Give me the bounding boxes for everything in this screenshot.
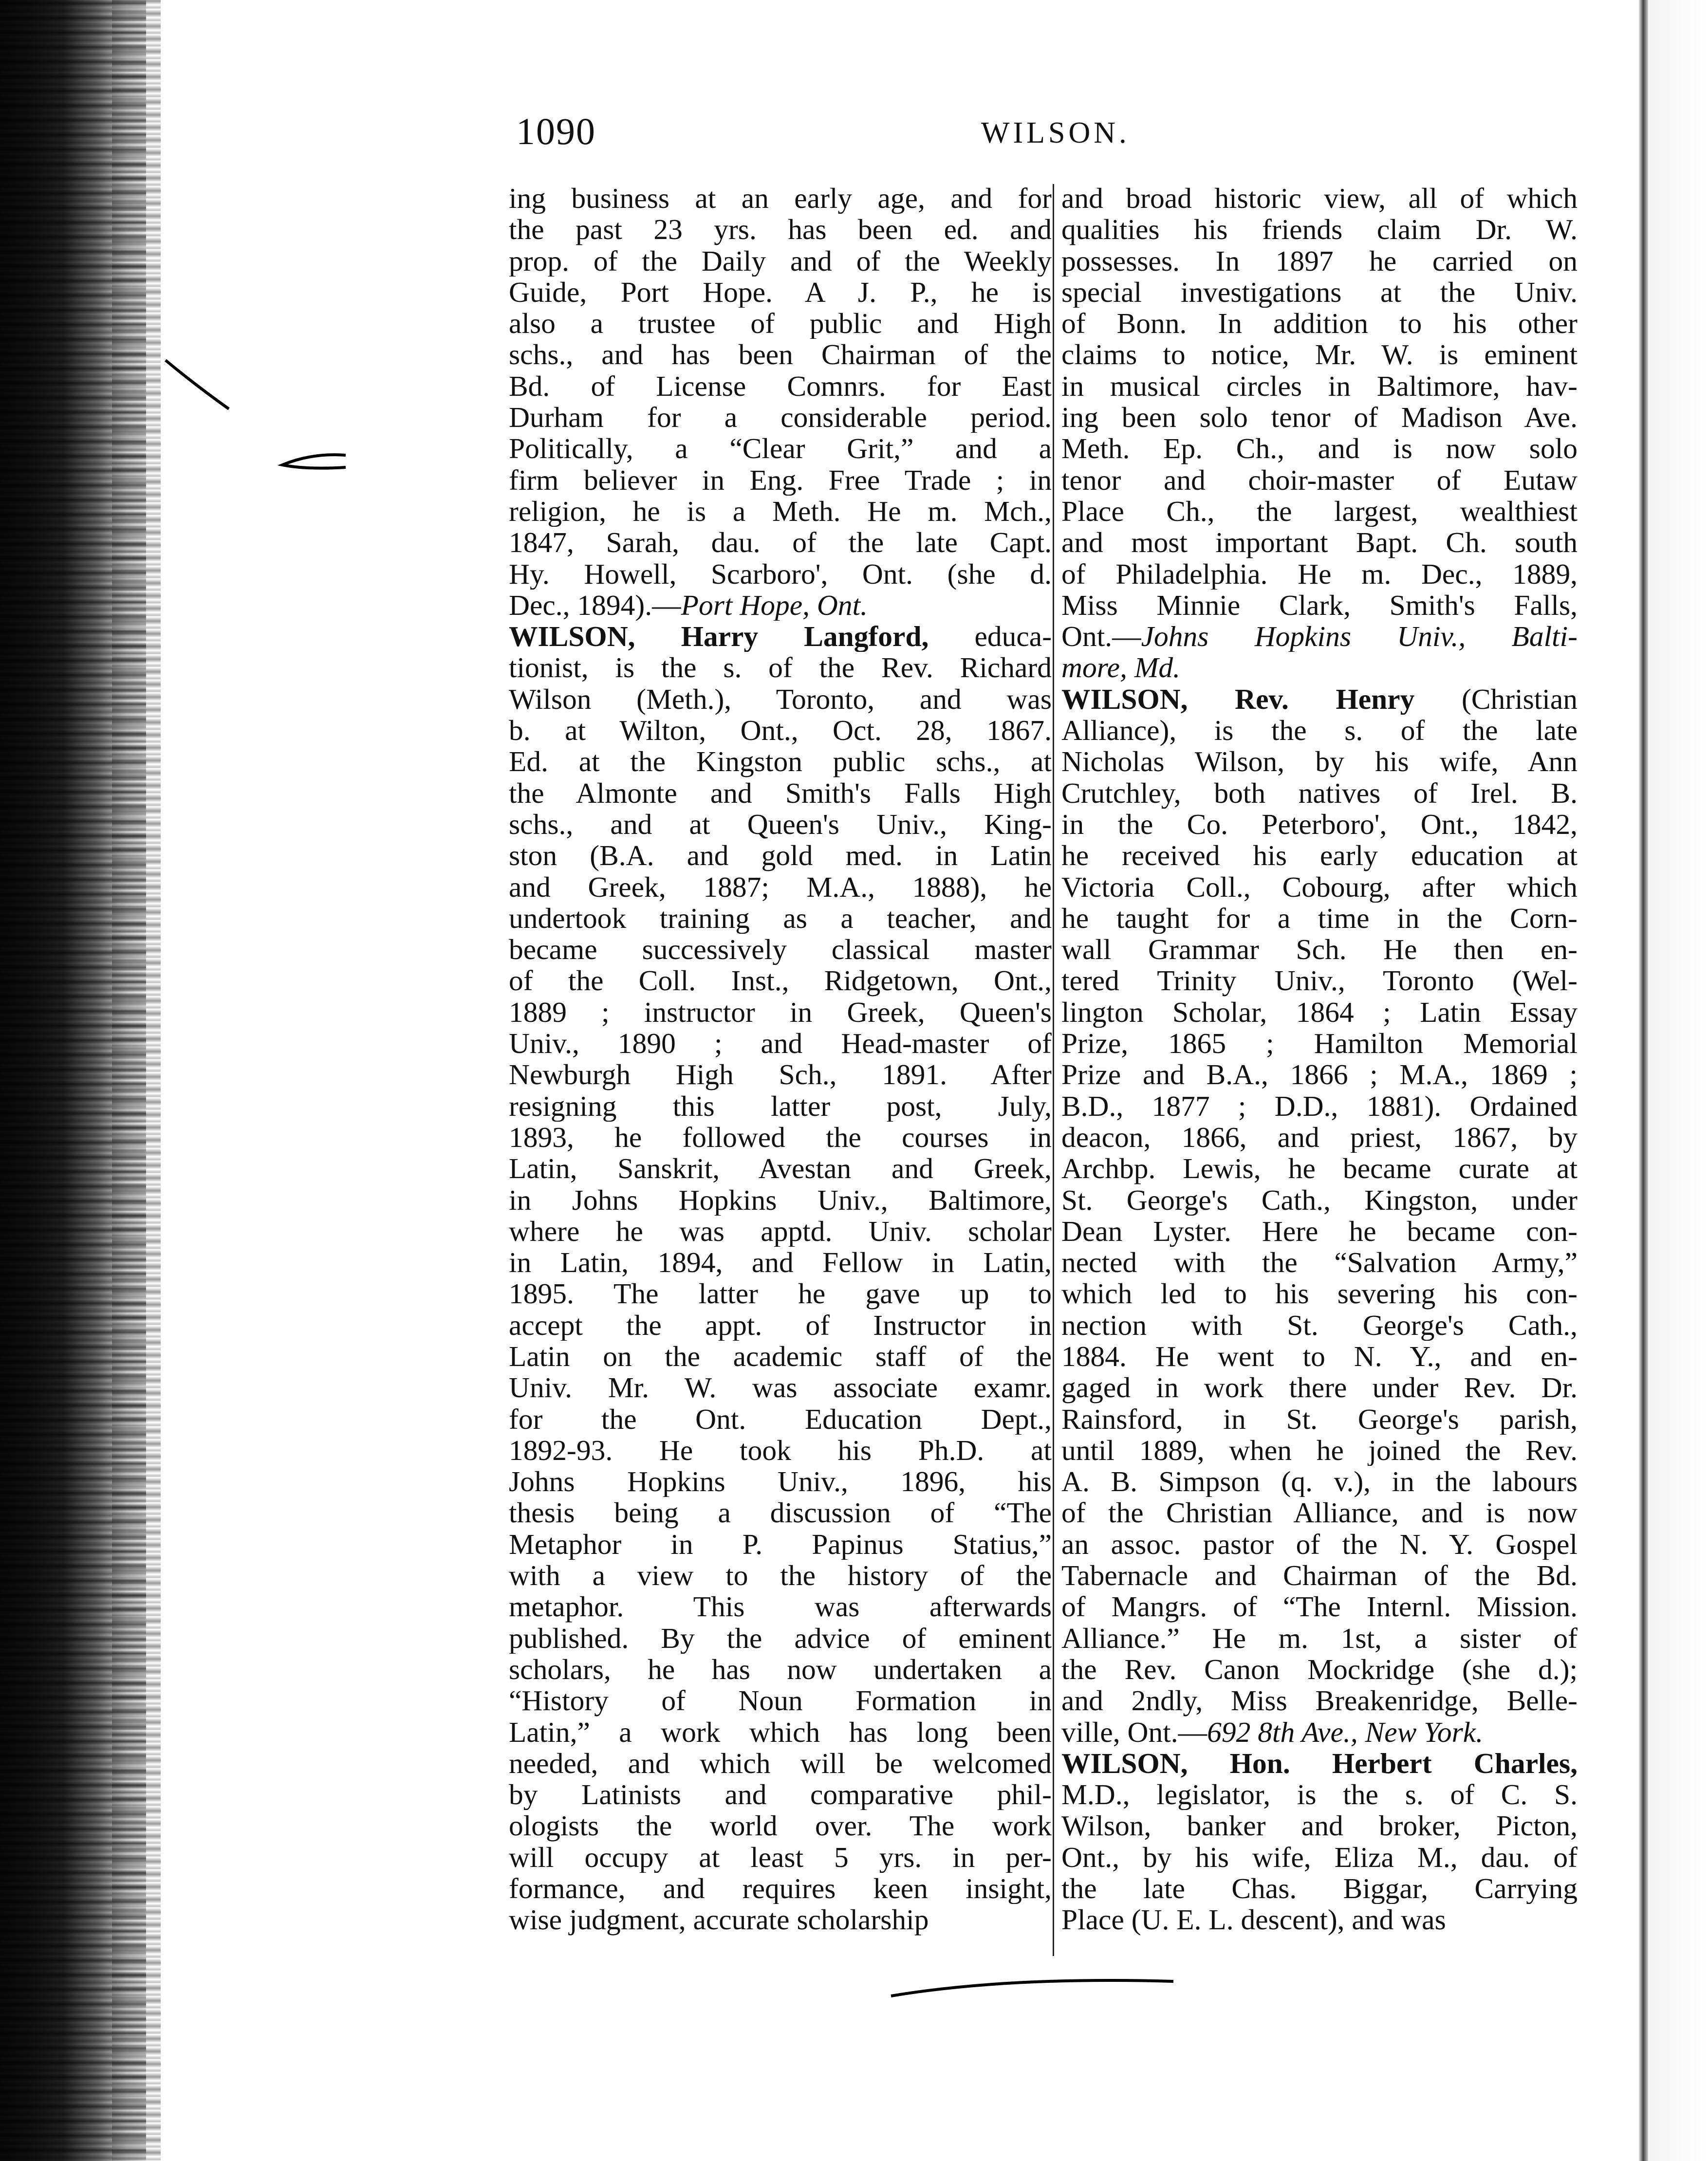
text-line: Tabernacle and Chairman of the Bd. [1061,1560,1578,1591]
text-line: Victoria Coll., Cobourg, after which [1061,871,1578,903]
text-line: Dec., 1894).—Port Hope, Ont. [509,589,868,621]
text-line: Bd. of License Comnrs. for East [509,370,1052,402]
text-line: Univ., 1890 ; and Head-master of [509,1028,1052,1059]
text-line: will occupy at least 5 yrs. in per- [509,1841,1052,1873]
text-line: needed, and which will be welcomed [509,1747,1052,1779]
pen-mark-left-2 [278,448,351,477]
text-line: ing been solo tenor of Madison Ave. [1061,402,1578,433]
text-line: formance, and requires keen insight, [509,1873,1052,1904]
text-line: and 2ndly, Miss Breakenridge, Belle- [1061,1685,1578,1717]
text-line: b. at Wilton, Ont., Oct. 28, 1867. [509,715,1052,746]
text-line: special investigations at the Univ. [1061,276,1578,308]
running-head: WILSON. [981,116,1130,149]
text-line: B.D., 1877 ; D.D., 1881). Ordained [1061,1090,1578,1122]
text-line: with a view to the history of the [509,1560,1052,1591]
text-line: WILSON, Hon. Herbert Charles, [1061,1747,1578,1779]
text-line: Place Ch., the largest, wealthiest [1061,495,1578,527]
text-line: and Greek, 1887; M.A., 1888), he [509,871,1052,903]
text-line: prop. of the Daily and of the Weekly [509,245,1052,277]
pen-mark-left-1 [161,351,239,419]
text-line: schs., and has been Chairman of the [509,339,1052,370]
text-line: Univ. Mr. W. was associate examr. [509,1372,1052,1404]
text-line: of Mangrs. of “The Internl. Mission. [1061,1591,1578,1623]
text-line: Rainsford, in St. George's parish, [1061,1403,1578,1435]
page-margin-right [1648,0,1708,2161]
right-column [1061,183,1578,1936]
text-line: lington Scholar, 1864 ; Latin Essay [1061,996,1578,1028]
text-line: Latin,” a work which has long been [509,1716,1052,1748]
text-line: Meth. Ep. Ch., and is now solo [1061,433,1578,464]
text-line: also a trustee of public and High [509,308,1052,339]
text-line: Metaphor in P. Papinus Statius,” [509,1528,1052,1560]
text-line: 1895. The latter he gave up to [509,1278,1052,1310]
text-line: the Rev. Canon Mockridge (she d.); [1061,1653,1578,1685]
text-line: Latin, Sanskrit, Avestan and Greek, [509,1153,1052,1184]
text-line: accept the appt. of Instructor in [509,1309,1052,1341]
text-line: in Latin, 1894, and Fellow in Latin, [509,1247,1052,1278]
text-line: St. George's Cath., Kingston, under [1061,1184,1578,1216]
text-line: metaphor. This was afterwards [509,1591,1052,1623]
text-line: Latin on the academic staff of the [509,1340,1052,1372]
text-line: Crutchley, both natives of Irel. B. [1061,777,1578,809]
text-line: claims to notice, Mr. W. is eminent [1061,339,1578,370]
text-line: and broad historic view, all of which [1061,183,1578,214]
text-line: the Almonte and Smith's Falls High [509,777,1052,809]
text-line: WILSON, Rev. Henry (Christian [1061,683,1578,715]
text-line: Hy. Howell, Scarboro', Ont. (she d. [509,558,1052,590]
text-line: scholars, he has now undertaken a [509,1653,1052,1685]
text-line: Ont., by his wife, Eliza M., dau. of [1061,1841,1578,1873]
text-line: Ed. at the Kingston public schs., at [509,746,1052,777]
text-line: an assoc. pastor of the N. Y. Gospel [1061,1528,1578,1560]
text-line: 1892-93. He took his Ph.D. at [509,1434,1052,1466]
text-line: nection with St. George's Cath., [1061,1309,1578,1341]
text-line: Guide, Port Hope. A J. P., he is [509,276,1052,308]
text-line: qualities his friends claim Dr. W. [1061,214,1578,245]
text-line: 1889 ; instructor in Greek, Queen's [509,996,1052,1028]
text-line: until 1889, when he joined the Rev. [1061,1434,1578,1466]
text-line: Archbp. Lewis, he became curate at [1061,1153,1578,1184]
text-line: the past 23 yrs. has been ed. and [509,214,1052,245]
text-line: Newburgh High Sch., 1891. After [509,1059,1052,1090]
text-line: ville, Ont.—692 8th Ave., New York. [1061,1716,1484,1748]
text-line: 1847, Sarah, dau. of the late Capt. [509,527,1052,558]
column-divider [1053,184,1054,1956]
text-line: Politically, a “Clear Grit,” and a [509,433,1052,464]
text-line: he received his early education at [1061,840,1578,871]
text-line: Dean Lyster. Here he became con- [1061,1215,1578,1247]
text-line: WILSON, Harry Langford, educa- [509,621,1052,652]
scan-shadow-streaks [112,0,161,2161]
text-line: wise judgment, accurate scholarship [509,1904,929,1936]
text-line: Miss Minnie Clark, Smith's Falls, [1061,589,1578,621]
text-line: Place (U. E. L. descent), and was [1061,1904,1446,1936]
text-line: Johns Hopkins Univ., 1896, his [509,1466,1052,1497]
pen-underline-mark [886,1972,1178,2011]
text-line: in musical circles in Baltimore, hav- [1061,370,1578,402]
text-line: gaged in work there under Rev. Dr. [1061,1372,1578,1404]
text-line: religion, he is a Meth. He m. Mch., [509,495,1052,527]
text-line: tionist, is the s. of the Rev. Richard [509,652,1052,683]
text-line: undertook training as a teacher, and [509,902,1052,934]
left-column [509,183,1052,1936]
text-line: Prize, 1865 ; Hamilton Memorial [1061,1028,1578,1059]
text-line: schs., and at Queen's Univ., King- [509,808,1052,840]
text-line: tered Trinity Univ., Toronto (Wel- [1061,965,1578,997]
text-line: of Philadelphia. He m. Dec., 1889, [1061,558,1578,590]
text-line: Wilson, banker and broker, Picton, [1061,1810,1578,1842]
text-line: Prize and B.A., 1866 ; M.A., 1869 ; [1061,1059,1578,1090]
text-line: tenor and choir-master of Eutaw [1061,464,1578,496]
text-line: Nicholas Wilson, by his wife, Ann [1061,746,1578,777]
text-line: in the Co. Peterboro', Ont., 1842, [1061,808,1578,840]
text-line: he taught for a time in the Corn- [1061,902,1578,934]
text-line: more, Md. [1061,652,1181,683]
text-line: “History of Noun Formation in [509,1685,1052,1717]
page-number: 1090 [516,110,596,152]
text-line: of Bonn. In addition to his other [1061,308,1578,339]
text-line: for the Ont. Education Dept., [509,1403,1052,1435]
text-line: deacon, 1866, and priest, 1867, by [1061,1121,1578,1153]
text-line: possesses. In 1897 he carried on [1061,245,1578,277]
text-line: resigning this latter post, July, [509,1090,1052,1122]
text-line: thesis being a discussion of “The [509,1497,1052,1529]
text-line: in Johns Hopkins Univ., Baltimore, [509,1184,1052,1216]
text-line: A. B. Simpson (q. v.), in the labours [1061,1466,1578,1497]
text-line: ologists the world over. The work [509,1810,1052,1842]
text-line: Wilson (Meth.), Toronto, and was [509,683,1052,715]
text-line: of the Christian Alliance, and is now [1061,1497,1578,1529]
text-line: and most important Bapt. Ch. south [1061,527,1578,558]
text-line: where he was apptd. Univ. scholar [509,1215,1052,1247]
text-line: by Latinists and comparative phil- [509,1779,1052,1810]
text-line: Alliance.” He m. 1st, a sister of [1061,1622,1578,1654]
text-line: which led to his severing his con- [1061,1278,1578,1310]
text-line: nected with the “Salvation Army,” [1061,1247,1578,1278]
text-line: the late Chas. Biggar, Carrying [1061,1873,1578,1904]
text-line: Durham for a considerable period. [509,402,1052,433]
text-line: published. By the advice of eminent [509,1622,1052,1654]
text-line: of the Coll. Inst., Ridgetown, Ont., [509,965,1052,997]
text-line: ing business at an early age, and for [509,183,1052,214]
page-edge-right [1638,0,1648,2161]
text-line: became successively classical master [509,934,1052,965]
text-line: 1893, he followed the courses in [509,1121,1052,1153]
text-line: M.D., legislator, is the s. of C. S. [1061,1779,1578,1810]
text-line: wall Grammar Sch. He then en- [1061,934,1578,965]
text-line: 1884. He went to N. Y., and en- [1061,1340,1578,1372]
text-line: Ont.—Johns Hopkins Univ., Balti- [1061,621,1578,652]
text-line: Alliance), is the s. of the late [1061,715,1578,746]
text-line: firm believer in Eng. Free Trade ; in [509,464,1052,496]
text-line: ston (B.A. and gold med. in Latin [509,840,1052,871]
